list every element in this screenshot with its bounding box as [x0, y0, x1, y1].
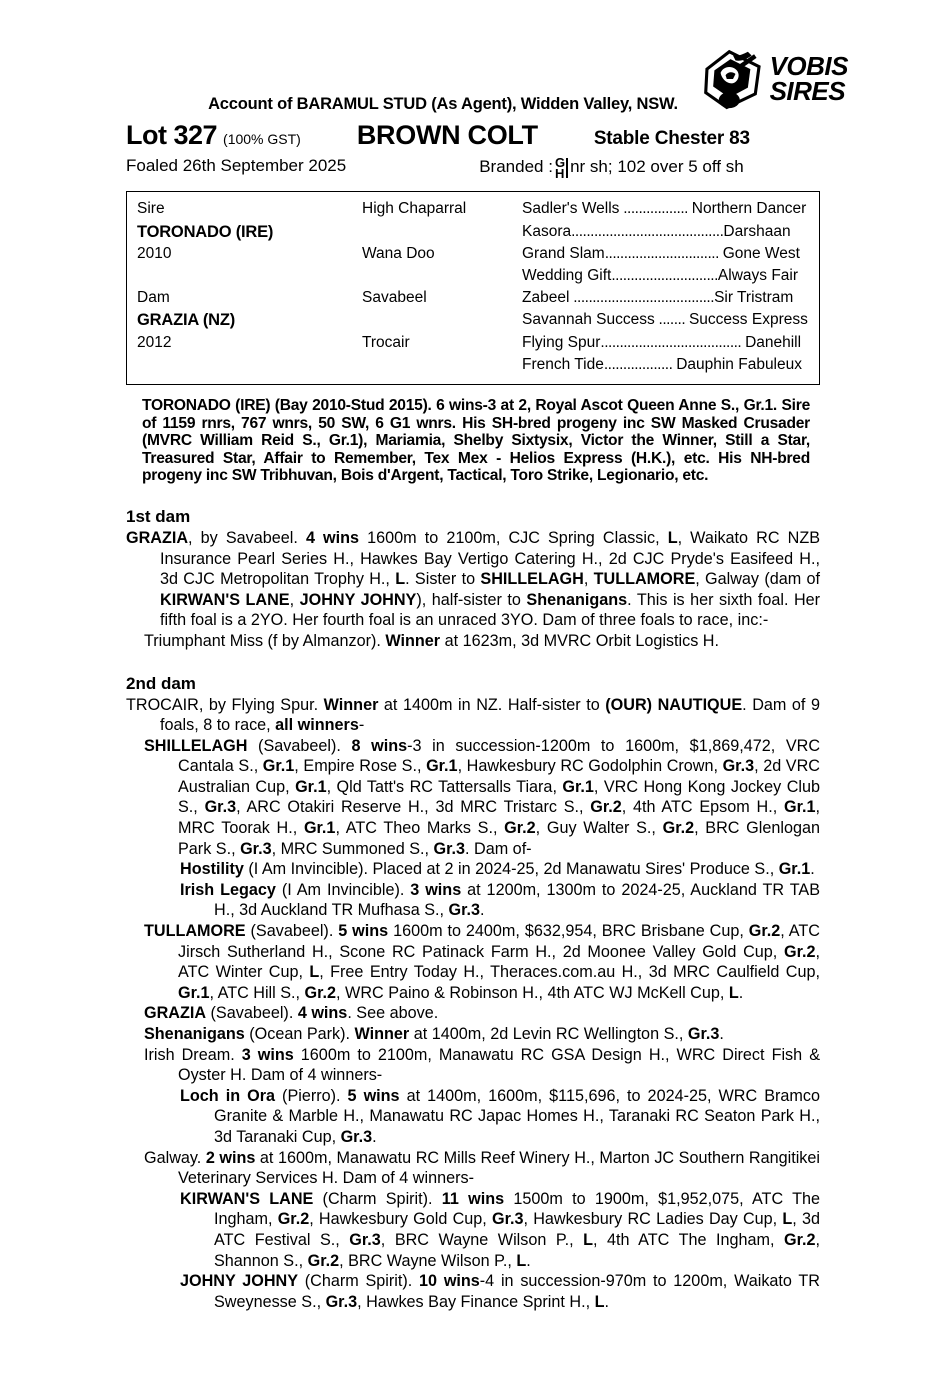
- gp-dots-4: .....................................: [569, 289, 715, 307]
- pedigree-gp-row-1: [522, 221, 809, 243]
- entry-emphasis: KIRWAN'S LANE: [160, 590, 290, 609]
- entry-text: -3 in succession-1200m to 1600m, $1,869,472, VRC Cantala S.,: [178, 736, 821, 776]
- pedigree-table: [126, 191, 820, 385]
- gp-right-5: Success Express: [688, 311, 808, 329]
- entry-emphasis: L: [667, 528, 678, 547]
- dam-dam: Trocair: [362, 333, 410, 351]
- entry-text: .: [738, 983, 744, 1002]
- spacer-e: [137, 354, 362, 376]
- gp-right-1: Darshaan: [723, 222, 791, 240]
- entry-emphasis: Gr.3: [340, 1127, 373, 1146]
- entry-emphasis: Winner: [385, 631, 441, 650]
- entry-text: -4 in succession-970m to 1200m, Waikato TR Sweynesse S.,: [214, 1272, 820, 1311]
- gp-right-2: Gone West: [722, 244, 800, 262]
- pedigree-entry: [144, 1024, 820, 1045]
- second-dam-entries: [126, 695, 820, 1313]
- gp-dots-6: .....................................: [600, 333, 746, 351]
- brand-mark-icon: [554, 155, 568, 182]
- branded-label: Branded :: [479, 157, 553, 177]
- entry-emphasis: SHILLELAGH: [144, 736, 248, 755]
- entry-emphasis: Hostility: [180, 860, 244, 879]
- sire-summary-paragraph: TORONADO (IRE) (Bay 2010-Stud 2015). 6 wins-3 at 2, Royal Ascot Queen Anne S., Gr.1. Sire of 1159 rnrs, 767 wnrs, 50 SW, 6 G1 wnrs. His SH-bred progeny inc SW Masked Crusader (MVRC William Reid S., Gr.1), Mariamia, Shelby Sixtysix, Victor the Winner, Still a Star, Treasured Star, Affair to Remember, Tex Mex - Helios Express (H.K.), etc. His NH-bred progeny inc SW Tribhuvan, Bois d'Argent, Tactical, Toro Strike, Legionario, etc.: [142, 396, 810, 485]
- lot-header-row: [126, 120, 820, 151]
- gp-left-2: Grand Slam: [522, 244, 605, 262]
- entry-emphasis: L: [309, 963, 320, 982]
- gp-left-7: French Tide: [522, 355, 604, 373]
- entry-text: Galway.: [144, 1148, 206, 1167]
- sire-year: 2010: [137, 244, 172, 262]
- sire-label: Sire: [137, 200, 165, 218]
- spacer-f: [362, 354, 522, 376]
- entry-text: .: [604, 1292, 609, 1311]
- entry-text: , MRC Summoned S.,: [271, 839, 434, 858]
- entry-emphasis: Gr.1: [784, 798, 816, 817]
- entry-emphasis: JOHNY JOHNY: [180, 1272, 299, 1291]
- entry-text: Triumphant Miss (f by Almanzor).: [144, 631, 386, 650]
- dam-name: GRAZIA (NZ): [137, 311, 236, 330]
- entry-text: , Hawkes Bay Finance Sprint H.,: [357, 1292, 595, 1311]
- gp-dots-2: ..............................: [604, 244, 723, 262]
- entry-text: , Hawkesbury Gold Cup,: [309, 1210, 492, 1229]
- entry-emphasis: Irish Legacy: [180, 880, 276, 899]
- first-dam-entries: [126, 528, 820, 652]
- entry-text: , Hawkesbury RC Ladies Day Cup,: [523, 1210, 783, 1229]
- entry-emphasis: Gr.3: [204, 798, 237, 817]
- dam-year: 2012: [137, 333, 172, 351]
- pedigree-entry: [126, 695, 820, 736]
- entry-text: (I Am Invincible).: [275, 880, 411, 899]
- pedigree-entry: [180, 859, 820, 880]
- gp-dots-7: ..................: [603, 355, 677, 373]
- entry-emphasis: Gr.1: [262, 757, 295, 776]
- gst-note: (100% GST): [223, 131, 301, 147]
- entry-emphasis: 3 wins: [241, 1045, 294, 1064]
- pedigree-gp-row-3: [522, 265, 809, 287]
- gp-right-3: Always Fair: [717, 266, 799, 284]
- entry-emphasis: 2 wins: [205, 1148, 256, 1167]
- entry-text: .: [480, 901, 485, 920]
- entry-emphasis: Gr.1: [562, 777, 594, 796]
- entry-text: . See above.: [347, 1004, 439, 1023]
- entry-emphasis: Gr.3: [349, 1230, 381, 1249]
- pedigree-entry: [144, 1003, 820, 1024]
- entry-emphasis: 5 wins: [338, 922, 389, 941]
- entry-text: , WRC Paino & Robinson H., 4th ATC WJ McKell Cup,: [336, 983, 729, 1002]
- entry-text: (Charm Spirit).: [298, 1272, 420, 1291]
- entry-text: at 1600m, Manawatu RC Mills Reef Winery H., Marton JC Southern Rangitikei Veterinary Services H. Dam of 4 winners-: [178, 1148, 820, 1188]
- pedigree-grid: [137, 198, 809, 376]
- entry-text: at 1400m, 2d Levin RC Wellington S.,: [409, 1025, 688, 1043]
- entry-emphasis: Shenanigans: [526, 590, 628, 609]
- entry-emphasis: SHILLELAGH: [480, 570, 584, 589]
- entry-emphasis: 11 wins: [441, 1189, 505, 1208]
- entry-emphasis: Shenanigans: [144, 1025, 245, 1043]
- entry-text: , BRC Wayne Wilson P.,: [380, 1230, 584, 1249]
- spacer-a: [362, 221, 522, 243]
- colour-description: BROWN COLT: [356, 120, 538, 150]
- entry-emphasis: 5 wins: [347, 1086, 400, 1105]
- entry-emphasis: 4 wins: [297, 1004, 348, 1023]
- pedigree-gp-row-7: [522, 354, 809, 376]
- entry-text: , BRC Wayne Wilson P.,: [339, 1251, 517, 1270]
- gp-dots-1: ........................................: [571, 222, 724, 240]
- foaled-branded-row: [126, 155, 820, 182]
- entry-emphasis: TULLAMORE: [593, 570, 696, 589]
- gp-right-0: Northern Dancer: [691, 200, 807, 218]
- entry-emphasis: Gr.1: [426, 757, 458, 776]
- entry-text: , 4th ATC The Ingham,: [593, 1230, 785, 1249]
- pedigree-entry: [144, 921, 820, 1003]
- entry-text: , Guy Walter S.,: [535, 819, 663, 838]
- entry-emphasis: all winners: [275, 716, 359, 735]
- entry-text: at 1400m in NZ. Half-sister to: [378, 695, 606, 714]
- entry-text: . Dam of-: [465, 839, 532, 858]
- logo-line-sires: SIRES: [769, 76, 846, 106]
- entry-text: 1600m to 2400m, $632,954, BRC Brisbane Cup,: [388, 922, 749, 941]
- stable-location: Stable Chester 83: [593, 128, 750, 149]
- entry-emphasis: 4 wins: [305, 528, 360, 547]
- entry-emphasis: Gr.3: [687, 1025, 720, 1043]
- entry-text: , ATC Jirsch Sutherland H., Scone RC Patinack Farm H., 2d Moonee Valley Gold Cup,: [178, 922, 820, 961]
- entry-emphasis: TULLAMORE: [144, 922, 246, 941]
- pedigree-entry: [180, 1189, 820, 1271]
- entry-emphasis: Gr.3: [492, 1210, 524, 1229]
- gp-left-6: Flying Spur: [522, 333, 601, 351]
- gp-left-1: Kasora: [522, 222, 572, 240]
- entry-emphasis: (OUR) NAUTIQUE: [605, 695, 743, 714]
- pedigree-entry: [144, 1148, 820, 1189]
- entry-emphasis: Winner: [323, 695, 379, 714]
- gp-dots-3: ............................: [611, 266, 718, 284]
- entry-emphasis: Gr.3: [448, 901, 481, 920]
- gp-left-5: Savannah Success: [522, 311, 655, 329]
- entry-emphasis: Gr.2: [784, 942, 816, 961]
- entry-emphasis: Loch in Ora: [180, 1086, 276, 1105]
- entry-emphasis: Gr.3: [433, 839, 466, 858]
- entry-text: (Pierro).: [275, 1086, 348, 1105]
- gp-left-0: Sadler's Wells: [522, 200, 620, 218]
- entry-text: ,: [289, 590, 300, 609]
- entry-text: , VRC Hong Kong Jockey Club S.,: [178, 777, 820, 817]
- account-line: Account of BARAMUL STUD (As Agent), Widden Valley, NSW.: [208, 95, 678, 113]
- spacer-d: [362, 309, 522, 331]
- pedigree-entry: [180, 880, 820, 921]
- entry-text: (I Am Invincible). Placed at 2 in 2024-25, 2d Manawatu Sires' Produce S.,: [243, 860, 779, 879]
- entry-text: (Charm Spirit).: [313, 1189, 442, 1208]
- sire-dam: Wana Doo: [362, 244, 435, 262]
- sire-name: TORONADO (IRE): [137, 222, 274, 241]
- entry-emphasis: Gr.1: [778, 860, 811, 879]
- entry-text: .: [810, 860, 815, 879]
- brand-bar-icon: [566, 158, 568, 178]
- brand-top-letter: G: [554, 155, 566, 170]
- entry-text: , Empire Rose S.,: [294, 757, 427, 776]
- entry-text: , Galway (dam of: [695, 570, 821, 589]
- entry-text: , ATC Theo Marks S.,: [335, 819, 505, 838]
- entry-emphasis: Gr.3: [240, 839, 272, 858]
- gp-right-6: Danehill: [745, 333, 802, 351]
- entry-text: (Savabeel).: [206, 1004, 298, 1023]
- dam-label: Dam: [137, 289, 170, 307]
- entry-emphasis: Gr.2: [748, 922, 781, 941]
- entry-text: (Savabeel).: [245, 922, 339, 941]
- entry-emphasis: Gr.3: [325, 1292, 358, 1311]
- entry-emphasis: Gr.2: [784, 1230, 816, 1249]
- entry-text: , ATC Winter Cup,: [178, 942, 820, 982]
- gp-right-7: Dauphin Fabuleux: [676, 355, 802, 373]
- pedigree-gp-row-0: [522, 198, 809, 220]
- gp-dots-5: .......: [654, 311, 689, 329]
- entry-emphasis: Gr.3: [722, 757, 755, 776]
- dam-sire: Savabeel: [362, 289, 427, 307]
- entry-emphasis: 8 wins: [351, 736, 408, 755]
- entry-text: ,: [583, 570, 594, 589]
- brand-bottom-letter: H: [554, 166, 565, 182]
- spacer-c: [362, 265, 522, 287]
- entry-text: , by Savabeel.: [188, 528, 306, 547]
- entry-emphasis: 3 wins: [410, 880, 462, 899]
- entry-text: . Dam of 9 foals, 8 to race,: [160, 695, 820, 735]
- entry-text: (Ocean Park).: [244, 1025, 355, 1043]
- entry-text: at 1623m, 3d MVRC Orbit Logistics H.: [440, 631, 719, 650]
- pedigree-entry: [144, 736, 820, 860]
- entry-emphasis: L: [516, 1251, 527, 1270]
- entry-emphasis: Gr.1: [178, 983, 210, 1002]
- pedigree-gp-row-5: [522, 309, 809, 331]
- entry-text: TROCAIR, by Flying Spur.: [126, 695, 324, 714]
- gp-left-3: Wedding Gift: [522, 266, 612, 284]
- foaled-date: Foaled 26th September 2025: [126, 156, 347, 175]
- entry-emphasis: Gr.2: [504, 819, 536, 838]
- entry-text: , Waikato RC NZB Insurance Pearl Series H., Hawkes Bay Vertigo Catering H., 2d CJC Pryde's Easifeed H., 3d CJC Metropolitan Trophy H.,: [160, 528, 821, 589]
- entry-text: , BRC Glenlogan Park S.,: [178, 819, 820, 858]
- entry-text: (Savabeel).: [247, 736, 352, 755]
- entry-emphasis: Gr.1: [303, 819, 336, 838]
- entry-emphasis: L: [594, 1292, 605, 1311]
- entry-emphasis: L: [583, 1230, 594, 1249]
- second-dam-heading: 2nd dam: [126, 673, 196, 693]
- entry-emphasis: Gr.2: [277, 1210, 310, 1229]
- gp-left-4: Zabeel: [522, 289, 570, 307]
- pedigree-gp-row-6: [522, 332, 809, 354]
- entry-text: 1600m to 2100m, CJC Spring Classic,: [359, 528, 668, 547]
- entry-emphasis: GRAZIA: [126, 528, 189, 547]
- entry-text: , 3d ATC Festival S.,: [214, 1210, 820, 1249]
- entry-emphasis: GRAZIA: [144, 1004, 207, 1023]
- pedigree-gp-row-2: [522, 243, 809, 265]
- entry-emphasis: L: [782, 1210, 793, 1229]
- entry-text: , MRC Toorak H.,: [178, 798, 820, 838]
- lot-number: Lot 327: [126, 120, 218, 150]
- logo-line-vobis: VOBIS: [769, 51, 848, 82]
- pedigree-entry: [144, 631, 820, 652]
- entry-text: , 2d VRC Australian Cup,: [178, 757, 820, 796]
- entry-emphasis: Gr.2: [590, 798, 622, 817]
- entry-text: , Qld Tatt's RC Tattersalls Tiara,: [326, 777, 563, 796]
- entry-text: ), half-sister to: [416, 590, 527, 609]
- branded-detail: nr sh; 102 over 5 off sh: [570, 157, 744, 177]
- sire-sire: High Chaparral: [362, 200, 467, 218]
- entry-text: .: [372, 1127, 377, 1146]
- entry-text: -: [358, 716, 365, 735]
- entry-emphasis: L: [728, 983, 739, 1002]
- entry-text: , Free Entry Today H., Theraces.com.au H., 3d MRC Caulfield Cup,: [319, 963, 820, 982]
- entry-text: at 1400m, 1600m, $115,696, to 2024-25, WRC Bramco Granite & Marble H., Manawatu RC Japac Homes H., Taranaki RC Seaton Park H., 3d Taranaki Cup,: [214, 1086, 820, 1146]
- entry-emphasis: KIRWAN'S LANE: [180, 1189, 314, 1208]
- entry-emphasis: Winner: [354, 1025, 410, 1043]
- entry-emphasis: Gr.1: [295, 777, 327, 796]
- entry-emphasis: Gr.2: [304, 983, 337, 1002]
- entry-text: , 4th ATC Epsom H.,: [621, 798, 784, 817]
- entry-emphasis: 10 wins: [419, 1272, 480, 1291]
- entry-text: 1600m to 2100m, Manawatu RC GSA Design H., WRC Direct Fish & Oyster H. Dam of 4 winners-: [178, 1045, 820, 1085]
- pedigree-gp-row-4: [522, 287, 809, 309]
- gp-right-4: Sir Tristram: [714, 289, 794, 307]
- entry-emphasis: Gr.2: [662, 819, 695, 838]
- gp-dots-0: .................: [619, 200, 692, 218]
- pedigree-entry: [126, 528, 820, 631]
- pedigree-entry: [180, 1271, 820, 1312]
- entry-text: . This is her sixth foal. Her fifth foal is a 2YO. Her fourth foal is an unraced 3YO. Dam of three foals to race, inc:-: [160, 590, 821, 630]
- entry-text: Irish Dream.: [144, 1045, 242, 1064]
- pedigree-entry: [180, 1086, 820, 1148]
- spacer-b: [137, 265, 362, 287]
- entry-text: , ATC Hill S.,: [209, 983, 305, 1002]
- entry-text: . Sister to: [405, 570, 481, 589]
- entry-text: , ARC Otakiri Reserve H., 3d MRC Tristarc S.,: [236, 798, 591, 817]
- entry-text: .: [526, 1251, 531, 1270]
- entry-text: 1500m to 1900m, $1,952,075, ATC The Ingham,: [214, 1189, 820, 1229]
- entry-emphasis: L: [395, 570, 406, 589]
- first-dam-heading: 1st dam: [126, 506, 191, 526]
- entry-text: , Shannon S.,: [214, 1230, 821, 1270]
- pedigree-entry: [144, 1045, 820, 1086]
- entry-text: .: [719, 1025, 724, 1043]
- branded-info: [479, 155, 744, 182]
- entry-emphasis: JOHNY JOHNY: [299, 590, 417, 609]
- entry-emphasis: Gr.2: [307, 1251, 340, 1270]
- entry-text: at 1200m, 1300m to 2024-25, Auckland TR TAB H., 3d Auckland TR Mufhasa S.,: [214, 880, 821, 920]
- entry-text: , Hawkesbury RC Godolphin Crown,: [457, 757, 723, 776]
